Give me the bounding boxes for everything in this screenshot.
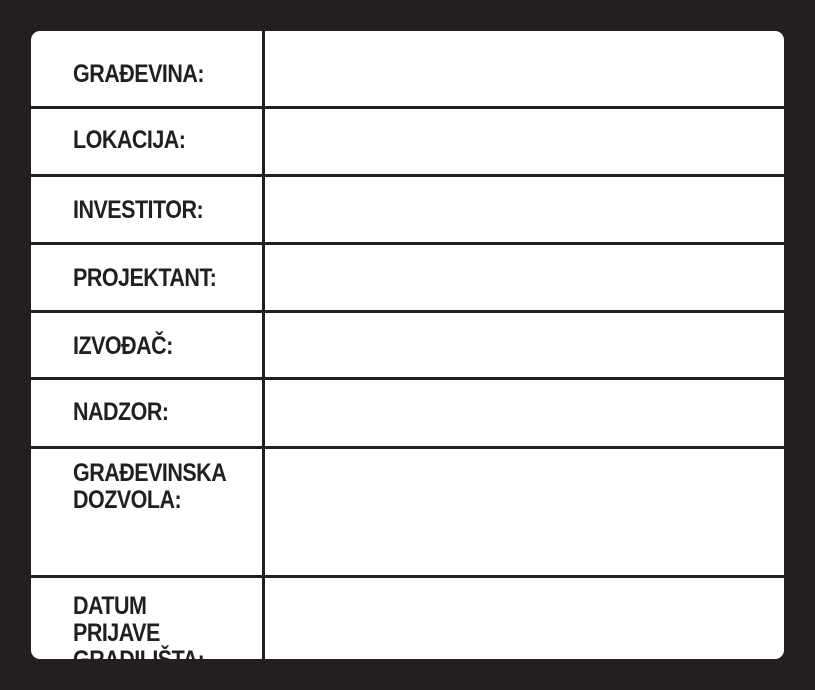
field-label-gradevina: GRAĐEVINA:	[73, 60, 205, 88]
field-label-datum-prijave-gradilista: DATUM PRIJAVE GRADILIŠTA:	[73, 592, 205, 674]
field-value-izvodac	[265, 313, 784, 377]
field-row-lokacija	[31, 109, 784, 174]
field-label-gradevinska-dozvola: GRAĐEVINSKA DOZVOLA:	[73, 459, 227, 514]
field-label-nadzor: NADZOR:	[73, 398, 169, 426]
field-value-nadzor	[265, 380, 784, 446]
field-row-investitor	[31, 177, 784, 242]
field-row-gradevinska-dozvola	[31, 449, 784, 575]
field-label-izvodac: IZVOĐAČ:	[73, 332, 173, 360]
field-value-gradevinska-dozvola	[265, 449, 784, 575]
field-value-projektant	[265, 245, 784, 310]
field-row-projektant	[31, 245, 784, 310]
field-value-lokacija	[265, 109, 784, 174]
field-row-datum-prijave-gradilista	[31, 578, 784, 674]
field-row-nadzor	[31, 380, 784, 446]
field-value-investitor	[265, 177, 784, 242]
construction-site-sign	[31, 31, 784, 674]
field-value-datum-prijave-gradilista	[265, 578, 784, 659]
field-label-projektant: PROJEKTANT:	[73, 264, 217, 292]
field-value-gradevina	[265, 31, 784, 106]
field-label-investitor: INVESTITOR:	[73, 196, 204, 224]
field-row-izvodac	[31, 313, 784, 377]
field-label-lokacija: LOKACIJA:	[73, 126, 186, 154]
field-row-gradevina	[31, 31, 784, 106]
